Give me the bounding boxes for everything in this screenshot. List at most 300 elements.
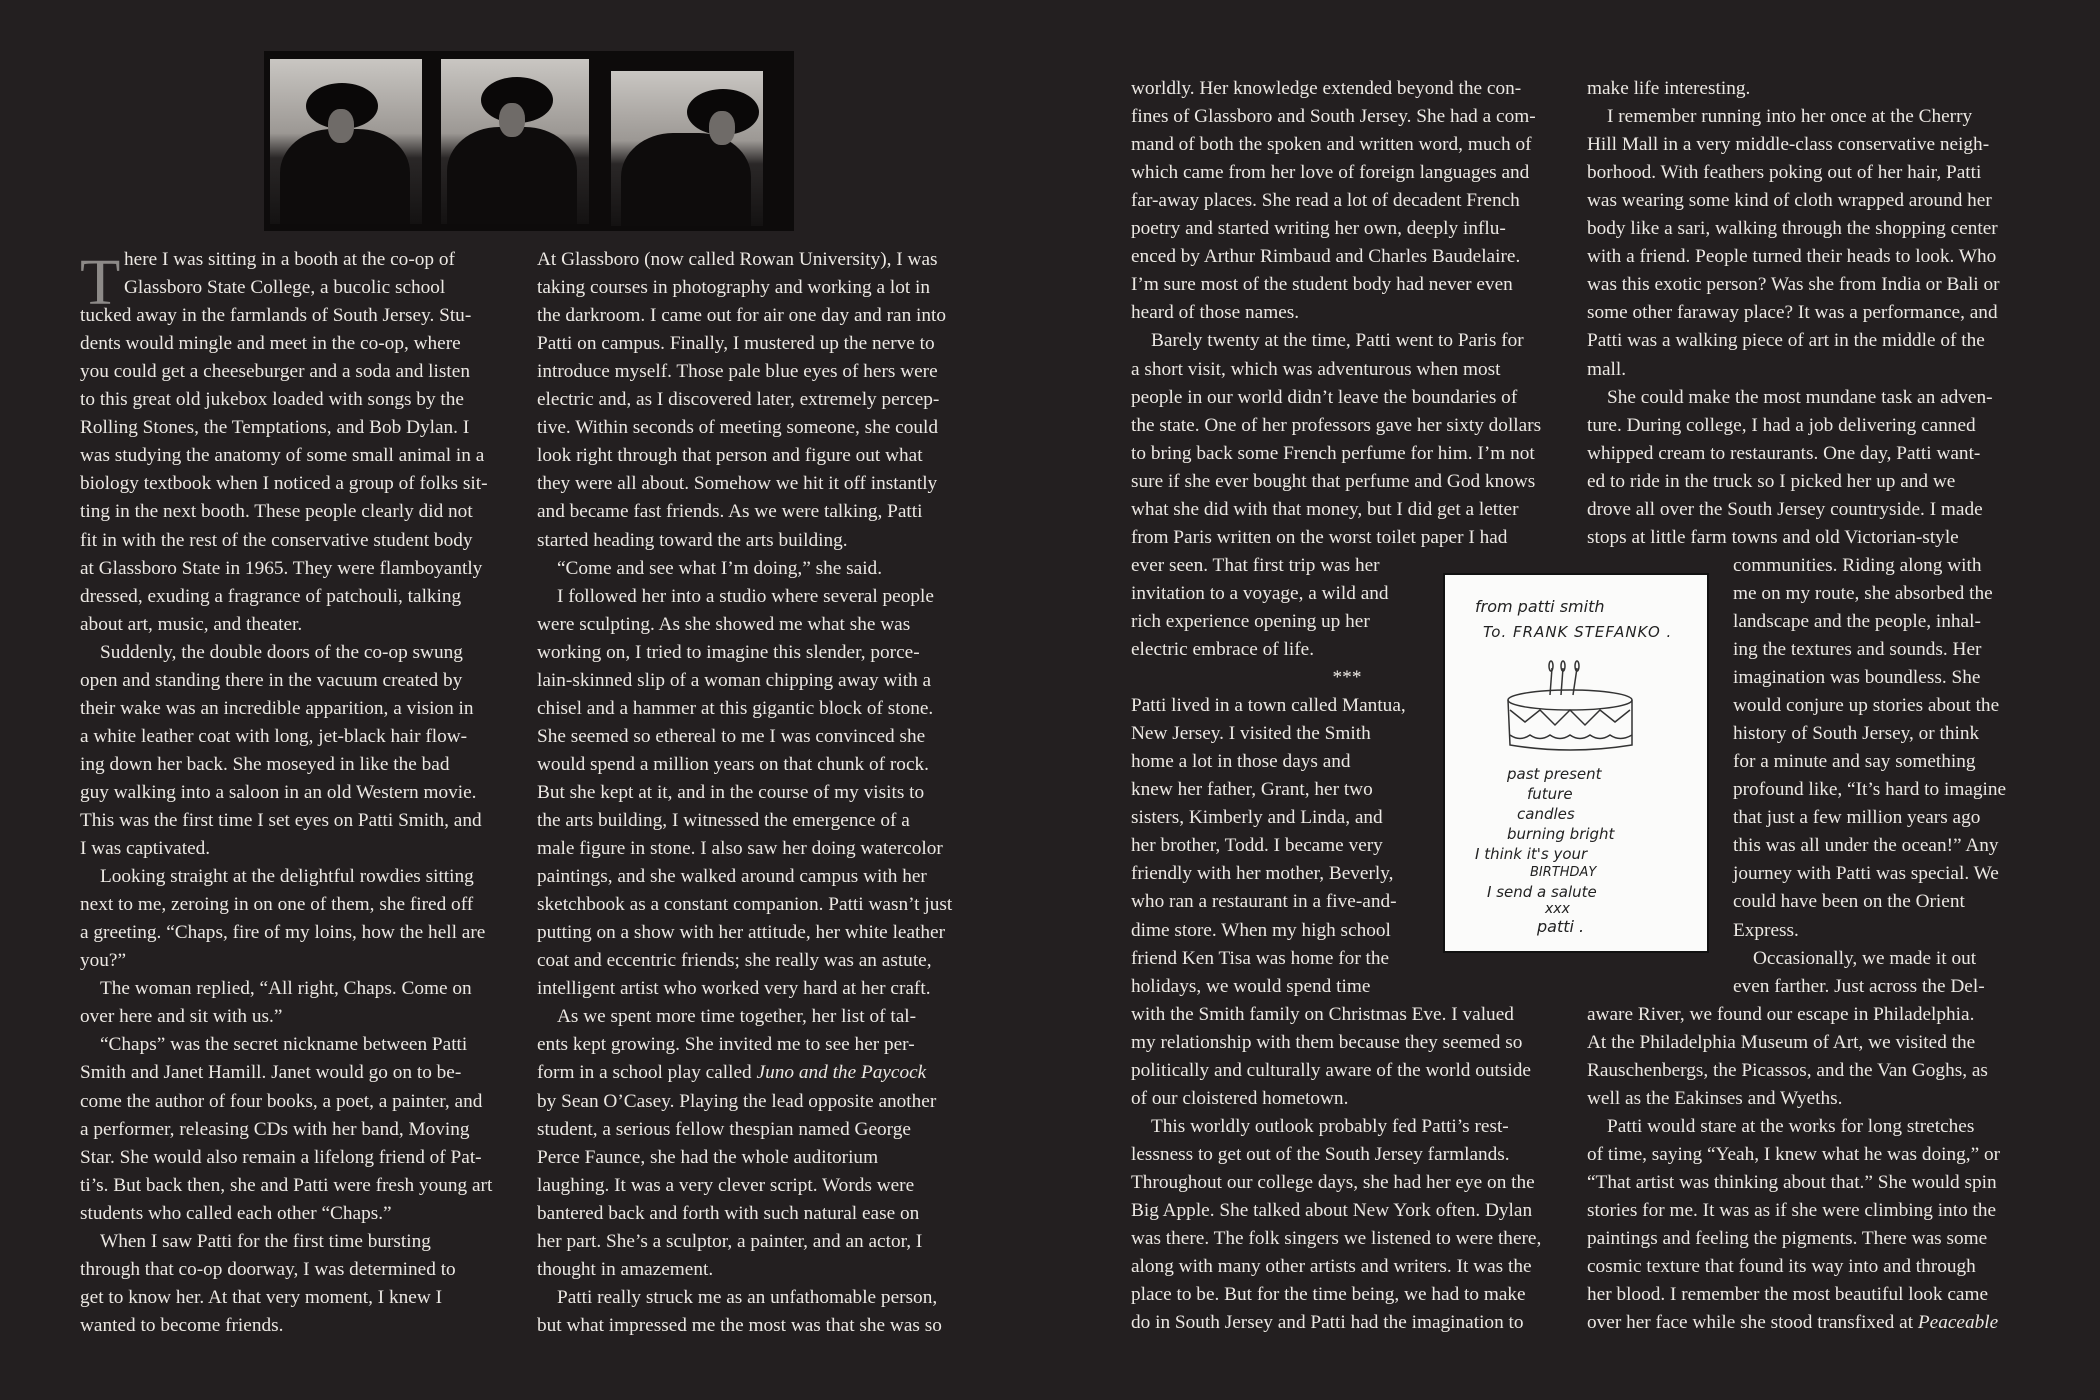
text-line-content: would spend a million years on that chunk of rock. [537,753,929,775]
text-line-content: heard of those names. [1131,302,1300,324]
text-line [1131,552,1380,580]
text-line-content: She seemed so ethereal to me I was convinced she [537,725,926,747]
text-line-content: Patti really struck me as an unfathomable person, [557,1286,938,1308]
text-line-content: putting on a show with her attitude, her white leather [537,922,946,944]
text-line [537,1284,937,1312]
text-line-content: enced by Arthur Rimbaud and Charles Baudelaire. [1131,246,1521,268]
text-line-content: “Come and see what I’m doing,” she said. [557,557,883,579]
text-line-content: mall. [1587,358,1627,380]
text-line-content: Star. She would also remain a lifelong friend of Pat- [80,1146,482,1168]
text-line [80,695,474,723]
photo-frame [611,71,763,226]
text-line [537,1031,915,1059]
text-line-content: home a lot in those days and [1131,751,1351,773]
text-line [537,386,939,414]
text-line-content: stops at little farm towns and old Victorian-style [1587,526,1959,548]
text-line [1587,299,1998,327]
text-line [537,891,952,919]
text-line-content: some other faraway place? It was a performance, and [1587,302,1998,324]
text-line [537,1144,878,1172]
text-line-content: ture. During college, I had a job delivering canned [1587,414,1976,436]
text-line [1587,187,1992,215]
text-line-content: through that co-op doorway, I was determined to [80,1258,456,1280]
text-line-content: sure if she ever bought that perfume and God knows [1131,470,1536,492]
text-line [537,246,938,274]
text-line [1587,327,1985,355]
text-line [537,583,934,611]
text-line-content: started heading toward the arts building. [537,529,848,551]
text-line-content: to this great old jukebox loaded with songs by the [80,389,464,411]
text-line [80,891,473,919]
handwritten-birthday-note [1443,573,1709,953]
text-line-content: profound like, “It’s hard to imagine [1733,779,2007,801]
note-from: from patti smith [1475,597,1605,616]
text-line [1587,131,1989,159]
text-line-content: The woman replied, “All right, Chaps. Come on [100,978,472,1000]
text-line-content: At the Philadelphia Museum of Art, we visited the [1587,1031,1976,1053]
text-line-content: When I saw Patti for the first time bursting [100,1230,431,1252]
text-line-content: well as the Eakinses and Wyeths. [1587,1087,1843,1109]
text-line-content: Suddenly, the double doors of the co-op swung [100,641,463,663]
text-line [537,667,931,695]
text-line [537,414,938,442]
photo-contact-strip [264,51,794,231]
text-line-content: I was captivated. [80,838,211,860]
text-line [1131,412,1541,440]
text-line-content: intelligent artist who worked very hard at her craft. [537,978,931,1000]
text-line-content: with the Smith family on Christmas Eve. I valued [1131,1003,1514,1025]
text-line [80,1031,467,1059]
text-line-content: As we spent more time together, her list of tal- [557,1006,917,1028]
text-line [537,1059,926,1087]
text-line-content: a performer, releasing CDs with her band, Moving [80,1118,470,1140]
text-line [1131,888,1397,916]
text-line [1587,1169,1997,1197]
text-line [1131,945,1389,973]
text-line [537,1200,919,1228]
text-line-content: ed to ride in the truck so I picked her up and we [1587,470,1956,492]
text-line [537,975,931,1003]
text-line [1587,973,1985,1001]
text-line-content: was this exotic person? Was she from India or Bali or [1587,274,2000,296]
text-line-content: fines of Glassboro and South Jersey. She had a com- [1131,106,1536,128]
text-line [80,667,462,695]
text-line-content: I remember running into her once at the Cherry [1607,106,1973,128]
text-line-content: Patti lived in a town called Mantua, [1131,695,1406,717]
photo-frame [441,59,589,224]
text-line [80,807,482,835]
text-line-content: ever seen. That first trip was her [1131,554,1380,576]
text-line [80,611,302,639]
text-line [1131,1197,1532,1225]
text-line [80,723,467,751]
text-line [1587,103,1972,131]
text-line [80,1088,482,1116]
text-line-content: Patti would stare at the works for long stretches [1607,1115,1975,1137]
text-line-content: lessness to get out of the South Jersey farmlands. [1131,1143,1510,1165]
text-line-content: student, a serious fellow thespian named George [537,1118,911,1140]
text-line [1587,1197,1996,1225]
text-line-content: tucked away in the farmlands of South Jersey. Stu- [80,305,472,327]
text-line [1131,384,1517,412]
text-line-content: was studying the anatomy of some small animal in a [80,445,485,467]
text-line-content: worldly. Her knowledge extended beyond the con- [1131,78,1522,99]
text-line-content: Throughout our college days, she had her eye on the [1131,1171,1535,1193]
text-line-content: friendly with her mother, Beverly, [1131,863,1394,885]
text-line [1131,1001,1514,1029]
text-line-content: politically and culturally aware of the world outside [1131,1059,1531,1081]
text-line [80,1284,442,1312]
text-line [1131,1029,1522,1057]
text-line [537,639,920,667]
text-line-content: ing the textures and sounds. Her [1733,639,1982,660]
text-line [537,807,910,835]
text-line [1131,159,1529,187]
text-line [80,246,455,274]
text-line [80,1256,456,1284]
text-line [80,386,464,414]
text-line-content: lain-skinned slip of a woman chipping away with a [537,669,932,691]
text-line [1587,1057,1988,1085]
text-line [1587,159,1981,187]
text-line-content: next to me, zeroing in on one of them, she fired off [80,894,474,916]
text-line-content: over here and sit with us.” [80,1006,283,1028]
text-line-content: stories for me. It was as if she were climbing into the [1587,1200,1997,1221]
text-line [1131,776,1373,804]
text-line [1131,299,1299,327]
text-line [1587,1029,1975,1057]
text-line [1587,524,1959,552]
text-line-content: holidays, we would spend time [1131,975,1371,997]
text-line [1131,215,1506,243]
text-line [1131,1281,1526,1309]
text-line [537,274,930,302]
text-line-content: Occasionally, we made it out [1753,947,1977,969]
text-line-content: whipped cream to restaurants. One day, Patti want- [1587,442,1981,464]
text-line [1587,384,1993,412]
text-line-content: history of South Jersey, or think [1733,723,1980,745]
text-line-content: electric and, as I discovered later, extremely percep- [537,389,940,411]
text-line-content: paintings and feeling the pigments. There was some [1587,1228,1988,1250]
text-line [537,835,943,863]
text-line-content: by Sean O’Casey. Playing the lead opposite another [537,1090,937,1112]
text-line [80,498,473,526]
text-line-content: friend Ken Tisa was home for the [1131,947,1390,969]
text-line [80,555,482,583]
text-line [1587,1141,2000,1169]
text-line-content: knew her father, Grant, her two [1131,779,1373,801]
text-line [80,583,461,611]
text-line-content: you?” [80,950,127,972]
italic-title: Peaceable [1917,1312,1999,1334]
text-line-content: students who called each other “Chaps.” [80,1202,392,1224]
text-line-content: bantered back and forth with such natural ease on [537,1202,920,1224]
text-line-content: Barely twenty at the time, Patti went to Paris for [1151,330,1524,352]
note-to: To. FRANK STEFANKO . [1483,623,1673,641]
text-line [1131,103,1536,131]
text-line [1587,1113,1974,1141]
text-line-content: taking courses in photography and working a lot in [537,277,931,299]
text-line [1587,496,1983,524]
note-line: future [1527,785,1573,803]
text-line-content: journey with Patti was special. We [1733,863,1999,885]
text-line [80,1116,470,1144]
text-line-content: working on, I tried to imagine this slender, porce- [537,641,920,663]
text-line [1131,720,1371,748]
text-line [537,723,925,751]
text-line-content: Express. [1733,919,1799,941]
text-line [1131,973,1370,1001]
text-line-content: tive. Within seconds of meeting someone, she could [537,417,939,439]
note-line: candles [1517,805,1575,823]
text-line-content: look right through that person and figure out what [537,445,923,467]
text-line-content: sisters, Kimberly and Linda, and [1131,807,1383,829]
text-line-content: this was all under the ocean!” Any [1733,835,1999,857]
text-line-content: open and standing there in the vacuum created by [80,669,463,691]
text-line-content: landscape and the people, inhal- [1733,610,1981,632]
text-line [1131,524,1507,552]
text-line [80,1228,431,1256]
text-line [537,611,910,639]
text-line [1131,636,1314,664]
text-line-content: paintings, and she walked around campus with her [537,866,927,888]
text-line [80,1059,461,1087]
text-line [80,639,463,667]
text-line [1131,608,1370,636]
text-line-content: my relationship with them because they seemed so [1131,1031,1523,1053]
text-line-content: to bring back some French perfume for him. I’m not [1131,442,1535,464]
text-line-content: a white leather coat with long, jet-black hair flow- [80,725,468,747]
text-line-content: But she kept at it, and in the course of my visits to [537,781,925,803]
text-line [1131,271,1513,299]
text-line-content: the arts building, I witnessed the emergence of a [537,810,910,831]
text-line-content: male figure in stone. I also saw her doing watercolor [537,838,943,860]
text-line-content: her brother, Todd. I became very [1131,835,1383,857]
text-line-content: the state. One of her professors gave her sixty dollars [1131,414,1542,436]
note-line: BIRTHDAY [1530,865,1597,880]
text-line [80,947,126,975]
drop-cap: T [80,246,121,319]
text-line-content: laughing. It was a very clever script. Words were [537,1174,915,1196]
text-line-content: even farther. Just across the Del- [1733,975,1985,997]
text-line-content: would conjure up stories about the [1733,695,2000,717]
text-line [80,470,488,498]
text-line [1587,1001,1974,1029]
text-line [1131,75,1521,103]
note-line: I think it's your [1475,845,1588,863]
text-line [1587,1253,1976,1281]
text-line-content: was there. The folk singers we listened to were there, [1131,1228,1542,1250]
text-line-content: Hill Mall in a very middle-class conservative neigh- [1587,134,1990,156]
text-line-content: what she did with that money, but I did get a letter [1131,498,1519,520]
text-line-content: Smith and Janet Hamill. Janet would go on to be- [80,1062,462,1084]
text-line-content: I’m sure most of the student body had never even [1131,274,1513,296]
text-line-content: at Glassboro State in 1965. They were flamboyantly [80,557,483,579]
text-line-content: you could get a cheeseburger and a soda and listen [80,361,470,383]
text-line-content: a greeting. “Chaps, fire of my loins, how the hell are [80,922,486,944]
text-line [1131,917,1391,945]
text-line-content: She could make the most mundane task an adven- [1607,386,1993,408]
text-line [80,779,477,807]
text-line [1131,440,1535,468]
text-line [537,358,938,386]
text-line-content: far-away places. She read a lot of decadent French [1131,190,1520,212]
text-line [537,1256,713,1284]
text-line-content: drove all over the South Jersey countryside. I made [1587,498,1983,520]
text-line-content: from Paris written on the worst toilet paper I had [1131,526,1508,548]
text-line [80,330,461,358]
text-line-content: body like a sari, walking through the shopping center [1587,218,1998,240]
text-line-content: Patti was a walking piece of art in the middle of the [1587,330,1985,352]
text-line [537,470,937,498]
note-line: past present [1507,765,1602,783]
text-line-content: form in a school play called [537,1062,757,1084]
text-line [1587,215,1998,243]
text-line [1131,860,1393,888]
text-line [537,498,923,526]
text-line-content: dents would mingle and meet in the co-op, where [80,333,461,355]
note-line: burning bright [1507,825,1615,843]
text-line [1131,1141,1510,1169]
text-line [537,1003,916,1031]
text-line [1131,468,1535,496]
text-line [1131,1057,1531,1085]
text-line-content: This worldly outlook probably fed Patti’s rest- [1151,1115,1509,1137]
text-line-content: coat and eccentric friends; she really was an astute, [537,950,932,972]
text-line [537,779,924,807]
text-line [1587,1281,1988,1309]
text-line-content: aware River, we found our escape in Philadelphia. [1587,1003,1975,1025]
text-line-content: ting in the next booth. These people clearly did not [80,501,473,523]
text-line [80,302,471,330]
text-line [80,863,474,891]
text-line-content: were sculpting. As she showed me what she was [537,613,911,635]
text-line [1587,1085,1843,1113]
note-line: xxx [1545,901,1570,917]
text-line [1131,496,1519,524]
text-line-content: of our cloistered hometown. [1131,1087,1349,1109]
text-line-content: sketchbook as a constant companion. Patti wasn’t just [537,894,953,916]
text-line-content: introduce myself. Those pale blue eyes of hers were [537,361,938,383]
text-line [1131,243,1520,271]
text-line-content: imagination was boundless. She [1733,667,1981,689]
text-line [80,1144,482,1172]
text-line-content: This was the first time I set eyes on Patti Smith, and [80,810,482,831]
text-line [1131,1253,1532,1281]
text-line-content: electric embrace of life. [1131,639,1315,660]
text-line [80,1200,392,1228]
text-line [537,555,882,583]
text-line-content: dime store. When my high school [1131,919,1391,941]
text-line [1587,468,1955,496]
text-line [537,1312,942,1340]
text-line-content: biology textbook when I noticed a group of folks sit- [80,473,488,495]
text-line-content: Looking straight at the delightful rowdies sitting [100,866,474,888]
text-line-content: place to be. But for the time being, we had to make [1131,1284,1526,1306]
text-line [1587,271,2000,299]
text-line-content: Glassboro State College, a bucolic school [124,277,446,299]
text-line-content: me on my route, she absorbed the [1733,582,1993,604]
text-line-content: with a friend. People turned their heads to look. Who [1587,246,1997,268]
text-line [537,442,923,470]
text-line-content: fit in with the rest of the conservative student body [80,529,473,551]
text-line [1131,1309,1524,1337]
text-line-content: her blood. I remember the most beautiful look came [1587,1284,1989,1306]
text-line-content: do in South Jersey and Patti had the imagination to [1131,1312,1524,1334]
text-line-content: thought in amazement. [537,1258,714,1280]
text-line-content: cosmic texture that found its way into and through [1587,1256,1976,1278]
text-line-content: ents kept growing. She invited me to see her per- [537,1034,915,1056]
text-line-content: At Glassboro (now called Rowan University), I was [537,249,938,270]
text-line-content: chisel and a hammer at this gigantic block of stone. [537,697,934,719]
text-line-content: along with many other artists and writers. It was the [1131,1256,1532,1278]
text-line [537,527,848,555]
text-line [1131,131,1532,159]
text-line-content: her part. She’s a sculptor, a painter, and an actor, I [537,1230,923,1252]
text-line-content: dressed, exuding a fragrance of patchouli, talking [80,585,462,607]
text-line [537,1172,914,1200]
text-line-content: ing down her back. She moseyed in like the bad [80,753,450,775]
text-line-content: who ran a restaurant in a five-and- [1131,891,1397,913]
text-line [537,695,933,723]
text-line [1131,832,1383,860]
text-line [537,302,946,330]
text-line-content: but what impressed me the most was that she was so [537,1314,942,1336]
text-line [537,330,935,358]
text-line [1131,1225,1541,1253]
text-line-content: was wearing some kind of cloth wrapped around her [1587,190,1992,212]
text-line [80,442,484,470]
text-line [1587,412,1976,440]
text-line-content: their wake was an incredible apparition, a vision in [80,697,474,719]
text-line [1131,187,1520,215]
text-line-content: I followed her into a studio where several people [557,585,934,607]
text-line [80,414,469,442]
text-line-content: Rolling Stones, the Temptations, and Bob Dylan. I [80,417,470,439]
text-line [80,358,470,386]
text-line [537,947,932,975]
text-line-content: that just a few million years ago [1733,807,1981,829]
text-line [80,1312,283,1340]
text-line [1587,243,1996,271]
italic-title: Juno and the Paycock [756,1062,927,1084]
text-line [537,751,929,779]
text-line [80,919,485,947]
text-line [1587,356,1626,384]
note-line: I send a salute [1487,883,1597,901]
text-line [80,835,210,863]
photo-frame [270,59,422,224]
text-line-content: Big Apple. She talked about New York often. Dylan [1131,1200,1533,1221]
text-line [1131,748,1351,776]
text-line [1587,1225,1987,1253]
text-line-content: Perce Faunce, she had the whole auditorium [537,1146,879,1168]
note-signature: patti . [1537,917,1585,936]
text-line-content: they were all about. Somehow we hit it off instantly [537,473,938,495]
text-line [537,1116,911,1144]
text-line-content: Rauschenbergs, the Picassos, and the Van Goghs, as [1587,1059,1988,1081]
text-line [80,527,473,555]
text-line-content: Patti on campus. Finally, I mustered up the nerve to [537,333,935,355]
text-line [80,1003,282,1031]
text-line-content: invitation to a voyage, a wild and [1131,582,1389,604]
text-line [537,919,945,947]
text-line [1131,327,1524,355]
text-line-content: “That artist was thinking about that.” She would spin [1587,1171,1997,1193]
text-line [537,1088,936,1116]
text-line-content: here I was sitting in a booth at the co-op of [124,249,455,270]
text-line-content: wanted to become friends. [80,1314,284,1336]
